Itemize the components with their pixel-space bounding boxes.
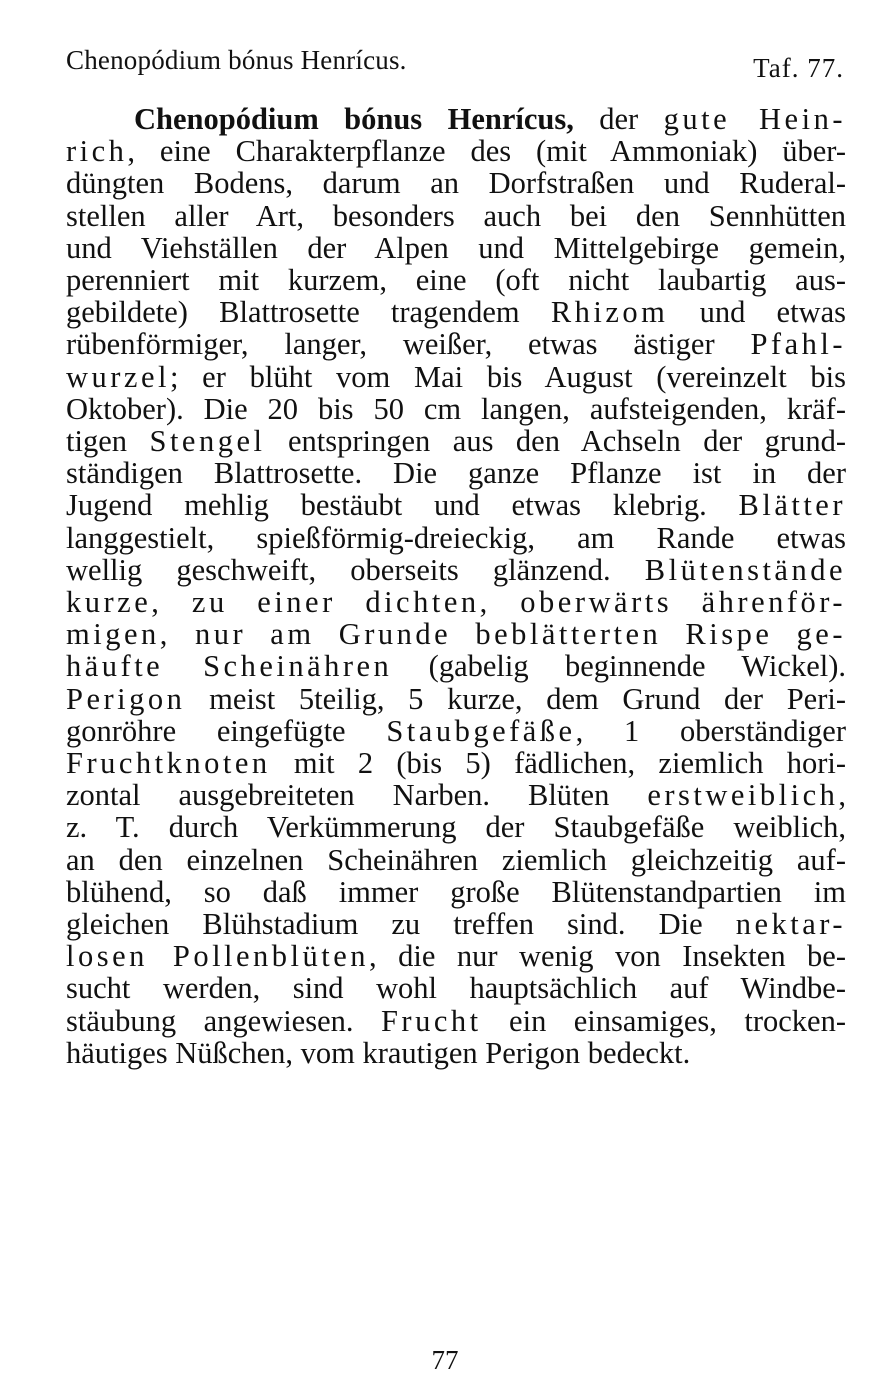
text-line	[66, 361, 846, 393]
text-line	[66, 264, 846, 296]
text-run: der	[573, 102, 664, 136]
spaced-term: häufte Scheinähren	[66, 649, 393, 684]
spaced-term: Perigon	[66, 681, 186, 716]
spaced-term: losen Pollenblüten	[66, 939, 370, 974]
text-line	[66, 972, 846, 1004]
text-run: blühend, so daß immer große Blütenstandpartien im	[66, 874, 846, 909]
page-number: 77	[431, 1345, 459, 1375]
text-run: perenniert mit kurzem, eine (oft nicht laubartig aus-	[66, 263, 846, 298]
text-run: langgestielt, spießförmig-dreieckig, am Rande etwas	[66, 520, 846, 555]
spaced-term: wurzel	[66, 359, 170, 394]
text-run: und Viehställen der Alpen und Mittelgebirge gemein,	[66, 230, 846, 265]
text-line	[66, 650, 846, 682]
text-run: ständigen Blattrosette. Die ganze Pflanze ist in der	[66, 456, 846, 491]
text-run: ; er blüht vom Mai bis August (vereinzelt bis	[169, 359, 846, 394]
spaced-term: nektar-	[735, 907, 846, 942]
text-line	[66, 747, 846, 779]
spaced-term: kurze, zu einer dichten, oberwärts ährenför-	[66, 585, 846, 620]
text-run: , 1 oberständiger	[575, 713, 846, 748]
spaced-term: Pfahl-	[750, 327, 846, 362]
text-line	[66, 908, 846, 940]
text-line	[66, 167, 846, 199]
spaced-term: Fruchtknoten	[66, 746, 271, 781]
text-line	[66, 232, 846, 264]
text-line	[66, 393, 846, 425]
spaced-term: rich	[66, 134, 128, 169]
text-run: entspringen aus den Achseln der grund-	[265, 424, 846, 459]
spaced-term: Blütenstände	[644, 552, 846, 587]
text-line	[66, 103, 846, 135]
text-line	[66, 779, 846, 811]
text-line	[66, 457, 846, 489]
text-line	[66, 940, 846, 972]
text-line	[66, 425, 846, 457]
text-run: häutiges Nüßchen, vom krautigen Perigon bedeckt.	[66, 1035, 691, 1070]
text-run: rübenförmiger, langer, weißer, etwas ästiger	[66, 327, 751, 362]
text-line	[66, 876, 846, 908]
text-line	[66, 135, 846, 167]
text-line	[66, 489, 846, 521]
text-run: z. T. durch Verkümmerung der Staubgefäße weiblich,	[66, 810, 846, 845]
text-line	[66, 844, 846, 876]
text-run: , eine Charakterpflanze des (mit Ammoniak) über-	[127, 134, 846, 169]
text-line	[66, 1037, 846, 1069]
text-run: mit 2 (bis 5) fädlichen, ziemlich hori-	[270, 746, 846, 781]
spaced-term: Staubgefäße	[386, 713, 576, 748]
text-run: an den einzelnen Scheinähren ziemlich gleichzeitig auf-	[66, 842, 846, 877]
running-title: Chenopódium bónus Henrícus.	[66, 45, 407, 75]
spaced-term: migen, nur am Grunde beblätterten Rispe ge-	[66, 617, 846, 652]
text-run: stäubung angewiesen.	[66, 1003, 381, 1038]
species-name: Chenopódium bónus Henrícus,	[134, 102, 574, 136]
text-run: meist 5teilig, 5 kurze, dem Grund der Peri-	[185, 681, 846, 716]
text-run: (gabelig beginnende Wickel).	[392, 649, 846, 684]
text-run: ,	[838, 778, 846, 813]
text-run: Jugend mehlig bestäubt und etwas klebrig.	[66, 488, 739, 523]
spaced-term: Frucht	[380, 1003, 482, 1038]
text-run: sucht werden, sind wohl hauptsächlich auf Windbe-	[66, 971, 846, 1006]
spaced-term: erstweiblich	[647, 778, 839, 813]
text-line	[66, 618, 846, 650]
text-line	[66, 683, 846, 715]
species-description	[66, 103, 846, 1069]
text-run: ein einsamiges, trocken-	[481, 1003, 846, 1038]
text-line	[66, 586, 846, 618]
text-line	[66, 296, 846, 328]
text-run: Oktober). Die 20 bis 50 cm langen, aufsteigenden, kräf-	[66, 391, 846, 426]
text-run: gebildete) Blattrosette tragendem	[66, 295, 551, 330]
text-line	[66, 328, 846, 360]
text-line	[66, 811, 846, 843]
text-line	[66, 1005, 846, 1037]
text-line	[66, 715, 846, 747]
text-run: wellig geschweift, oberseits glänzend.	[66, 552, 645, 587]
text-run: gleichen Blühstadium zu treffen sind. Die	[66, 907, 736, 942]
text-run: , die nur wenig von Insekten be-	[369, 939, 846, 974]
text-run: gonröhre eingefügte	[66, 713, 387, 748]
text-run: und etwas	[668, 295, 846, 330]
spaced-term: Stengel	[149, 424, 266, 459]
text-line	[66, 522, 846, 554]
spaced-term: Rhizom	[550, 295, 669, 330]
text-run: düngten Bodens, darum an Dorfstraßen und Ruderal-	[66, 166, 846, 201]
spaced-term: gute Hein-	[663, 102, 846, 136]
spaced-term: Blätter	[738, 488, 846, 523]
text-run: tigen	[66, 424, 150, 459]
text-run: zontal ausgebreiteten Narben. Blüten	[66, 778, 648, 813]
plate-number: Taf. 77.	[753, 53, 844, 83]
text-line	[66, 554, 846, 586]
text-run: stellen aller Art, besonders auch bei den Sennhütten	[66, 198, 846, 233]
text-line	[66, 200, 846, 232]
